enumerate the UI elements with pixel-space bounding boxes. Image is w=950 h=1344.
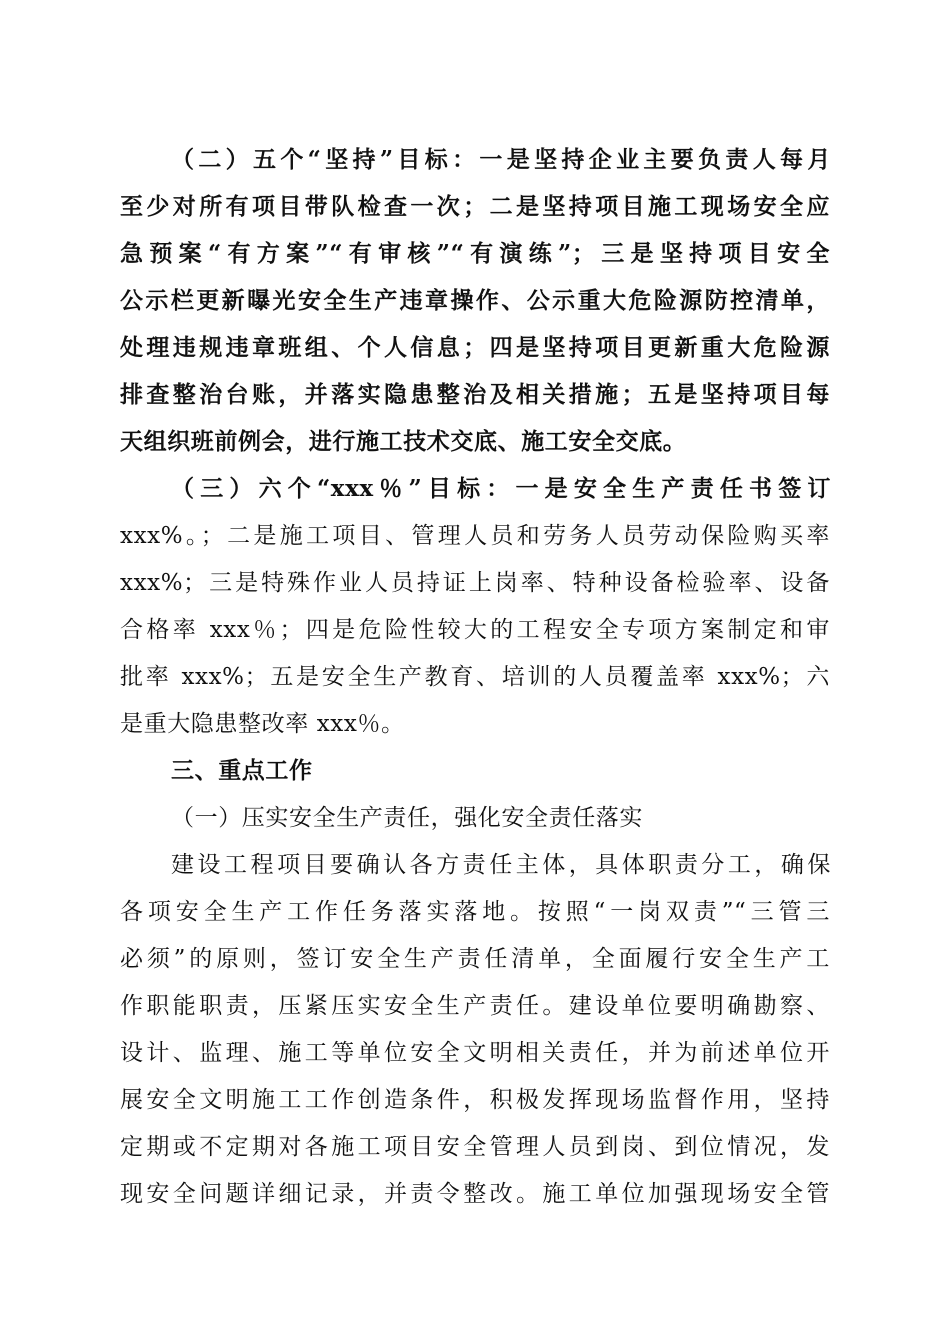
body-paragraph-line: 定期或不定期对各施工项目安全管理人员到岗、到位情况，发	[120, 1134, 830, 1160]
paragraph-goal-2-line: 天组织班前例会，进行施工技术交底、施工安全交底。	[120, 428, 687, 455]
body-paragraph-line: 必须”的原则，签订安全生产责任清单，全面履行安全生产工	[120, 946, 830, 972]
paragraph-goal-2-line: 急预案“有方案”“有审核”“有演练”；三是坚持项目安全	[120, 240, 830, 267]
paragraph-goal-3-line: 是重大隐患整改率 xxx％。	[120, 711, 405, 737]
paragraph-goal-2-line: （二）五个“坚持”目标：一是坚持企业主要负责人每月	[171, 146, 831, 173]
body-paragraph-line: 设计、监理、施工等单位安全文明相关责任，并为前述单位开	[120, 1040, 830, 1066]
body-paragraph-line: 现安全问题详细记录，并责令整改。施工单位加强现场安全管	[120, 1181, 830, 1207]
paragraph-goal-2-line: 处理违规违章班组、个人信息；四是坚持项目更新重大危险源	[120, 334, 830, 361]
body-paragraph-line: 展安全文明施工工作创造条件，积极发挥现场监督作用，坚持	[120, 1087, 830, 1113]
paragraph-goal-3-line: xxx%；三是特殊作业人员持证上岗率、特种设备检验率、设备	[120, 570, 830, 596]
subsection-heading: （一）压实安全生产责任，强化安全责任落实	[171, 805, 643, 831]
paragraph-goal-3-line: xxx%。；二是施工项目、管理人员和劳务人员劳动保险购买率	[120, 523, 830, 549]
paragraph-goal-2-line: 公示栏更新曝光安全生产违章操作、公示重大危险源防控清单，	[120, 287, 830, 314]
paragraph-goal-3-line: （三）六个“xxx％”目标：一是安全生产责任书签订	[171, 475, 831, 502]
paragraph-goal-3-line: 批率 xxx%；五是安全生产教育、培训的人员覆盖率 xxx%；六	[120, 664, 830, 690]
paragraph-goal-3-line: 合格率 xxx％；四是危险性较大的工程安全专项方案制定和审	[120, 617, 830, 643]
body-paragraph-line: 作职能职责，压紧压实安全生产责任。建设单位要明确勘察、	[120, 993, 830, 1019]
paragraph-goal-2-line: 排查整治台账，并落实隐患整治及相关措施；五是坚持项目每	[120, 381, 830, 408]
section-heading: 三、重点工作	[171, 757, 313, 784]
paragraph-goal-2-line: 至少对所有项目带队检查一次；二是坚持项目施工现场安全应	[120, 193, 830, 220]
body-paragraph-line: 建设工程项目要确认各方责任主体，具体职责分工，确保	[171, 852, 831, 878]
body-paragraph-line: 各项安全生产工作任务落实落地。按照“一岗双责”“三管三	[120, 899, 830, 925]
